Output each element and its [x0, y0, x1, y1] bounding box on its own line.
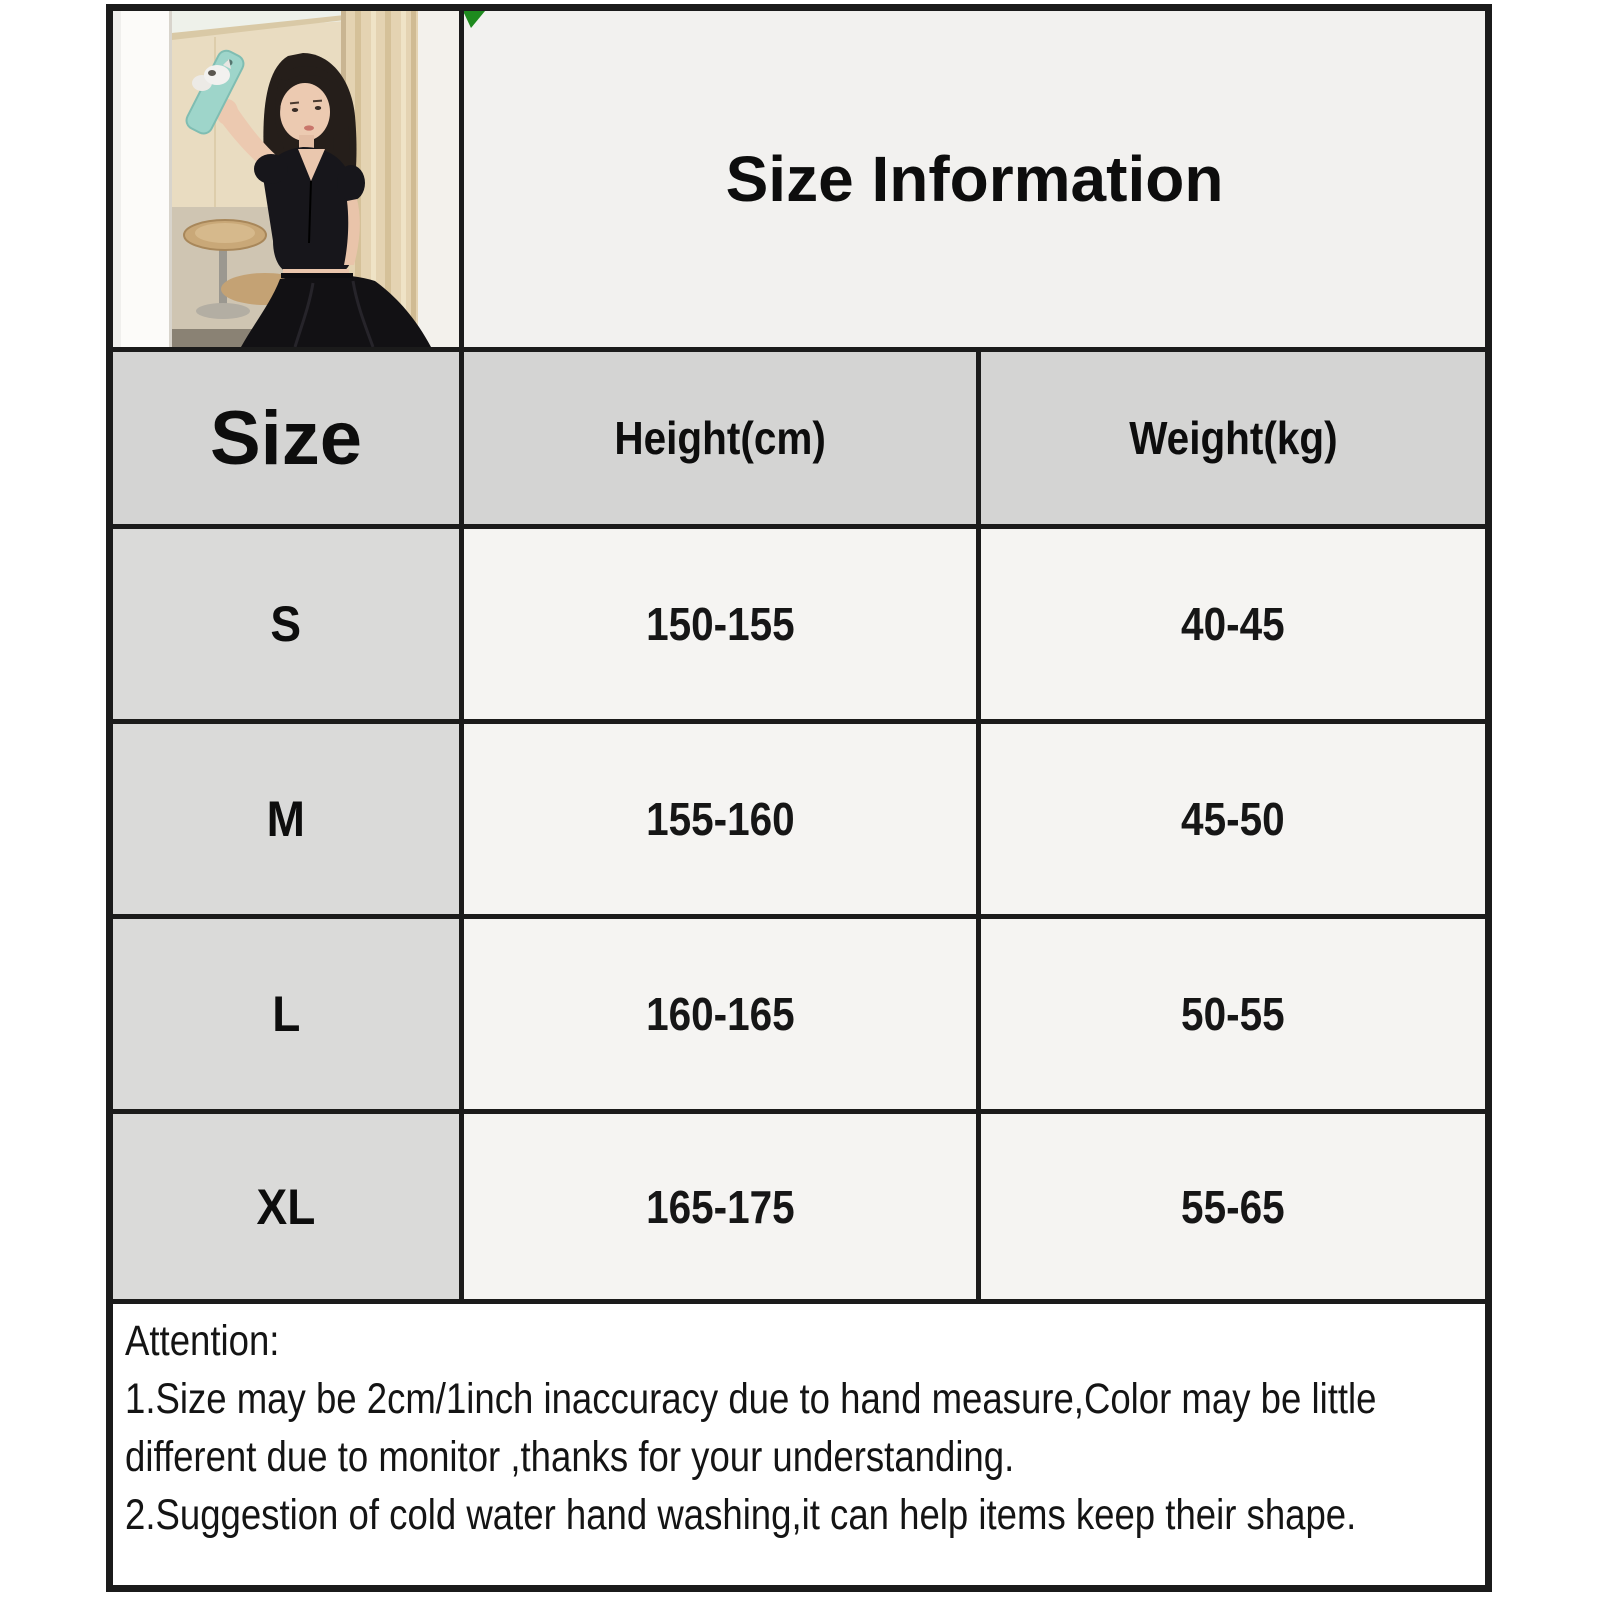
row-l-label: L — [113, 919, 459, 1109]
attention-line-2: 2.Suggestion of cold water hand washing,it can help items keep their shape. — [125, 1491, 1357, 1539]
row-m-weight: 45-50 — [981, 724, 1485, 914]
green-corner-flag-icon — [464, 11, 486, 29]
row-xl-label: XL — [113, 1114, 459, 1299]
attention-line-1: 1.Size may be 2cm/1inch inaccuracy due to hand measure,Color may be little — [125, 1375, 1377, 1423]
row-xl-weight: 55-65 — [981, 1114, 1485, 1299]
column-header-weight: Weight(kg) — [981, 352, 1485, 524]
row-l-height: 160-165 — [464, 919, 976, 1109]
model-selfie-illustration — [113, 11, 459, 347]
row-l-weight: 50-55 — [981, 919, 1485, 1109]
row-xl-height: 165-175 — [464, 1114, 976, 1299]
attention-note — [113, 1304, 1485, 1585]
row-m-label: M — [113, 724, 459, 914]
row-m-height: 155-160 — [464, 724, 976, 914]
attention-heading: Attention: — [125, 1317, 280, 1365]
column-header-height: Height(cm) — [464, 352, 976, 524]
size-chart-table — [106, 4, 1492, 1592]
column-header-size: Size — [113, 352, 459, 524]
row-s-weight: 40-45 — [981, 529, 1485, 719]
attention-line-1-wrap: different due to monitor ,thanks for your understanding. — [125, 1433, 1015, 1481]
page-title: Size Information — [725, 143, 1224, 215]
row-s-label: S — [113, 529, 459, 719]
product-photo — [113, 11, 459, 347]
row-s-height: 150-155 — [464, 529, 976, 719]
title-cell — [464, 11, 1485, 347]
